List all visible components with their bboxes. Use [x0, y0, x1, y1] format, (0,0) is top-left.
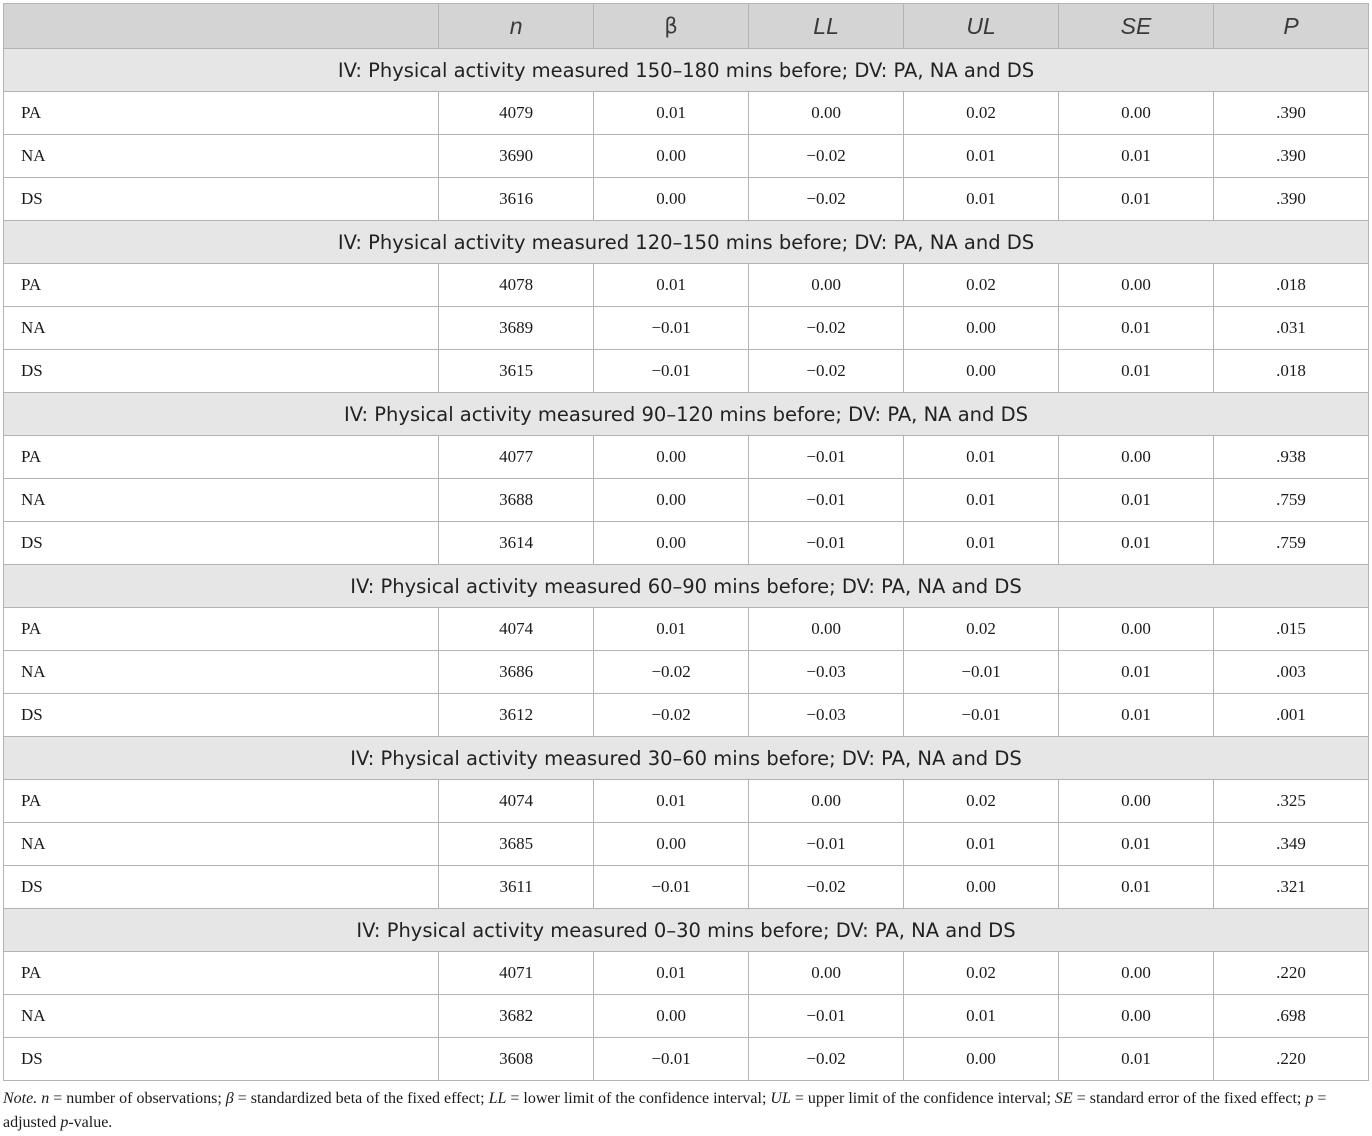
cell-n: 4079 [439, 92, 594, 135]
results-table [3, 3, 1369, 1081]
table-row [4, 651, 1369, 694]
cell-beta: 0.01 [594, 780, 749, 823]
cell-se: 0.01 [1059, 694, 1214, 737]
cell-ul: −0.01 [904, 651, 1059, 694]
cell-p: .015 [1214, 608, 1369, 651]
cell-beta: 0.01 [594, 264, 749, 307]
cell-p: .031 [1214, 307, 1369, 350]
cell-p: .325 [1214, 780, 1369, 823]
cell-p: .349 [1214, 823, 1369, 866]
cell-ll: −0.02 [749, 866, 904, 909]
cell-ul: 0.02 [904, 92, 1059, 135]
section-header-row [4, 737, 1369, 780]
cell-n: 3690 [439, 135, 594, 178]
note-text: -value. [68, 1114, 113, 1131]
cell-n: 3686 [439, 651, 594, 694]
note-symbol: UL [770, 1090, 791, 1107]
cell-se: 0.01 [1059, 307, 1214, 350]
cell-n: 3682 [439, 995, 594, 1038]
cell-se: 0.01 [1059, 522, 1214, 565]
table-header [4, 4, 1369, 49]
cell-ll: −0.01 [749, 823, 904, 866]
cell-beta: 0.01 [594, 608, 749, 651]
header-cell-beta: β [594, 4, 749, 49]
cell-beta: −0.01 [594, 350, 749, 393]
table-row [4, 350, 1369, 393]
cell-beta: −0.02 [594, 694, 749, 737]
cell-beta: 0.00 [594, 823, 749, 866]
cell-beta: 0.00 [594, 178, 749, 221]
table-row [4, 92, 1369, 135]
cell-n: 4074 [439, 608, 594, 651]
cell-se: 0.01 [1059, 350, 1214, 393]
cell-se: 0.00 [1059, 780, 1214, 823]
cell-ll: −0.01 [749, 995, 904, 1038]
cell-se: 0.00 [1059, 436, 1214, 479]
table-row [4, 694, 1369, 737]
cell-ul: 0.02 [904, 264, 1059, 307]
cell-ul: 0.02 [904, 608, 1059, 651]
header-cell-n: n [439, 4, 594, 49]
cell-label: DS [4, 350, 439, 393]
cell-label: DS [4, 522, 439, 565]
cell-n: 3612 [439, 694, 594, 737]
table-row [4, 995, 1369, 1038]
table-row [4, 178, 1369, 221]
cell-label: PA [4, 264, 439, 307]
cell-ul: 0.01 [904, 135, 1059, 178]
cell-se: 0.00 [1059, 92, 1214, 135]
table-row [4, 479, 1369, 522]
section-header-row [4, 221, 1369, 264]
cell-label: DS [4, 1038, 439, 1081]
cell-ll: −0.02 [749, 178, 904, 221]
cell-beta: −0.02 [594, 651, 749, 694]
results-table-container [3, 3, 1369, 1081]
cell-ll: −0.01 [749, 436, 904, 479]
cell-n: 4077 [439, 436, 594, 479]
cell-p: .759 [1214, 479, 1369, 522]
cell-label: PA [4, 780, 439, 823]
cell-ul: 0.00 [904, 1038, 1059, 1081]
cell-p: .698 [1214, 995, 1369, 1038]
cell-ll: −0.03 [749, 651, 904, 694]
section-header-row [4, 909, 1369, 952]
note-text: = adjusted [3, 1090, 1327, 1131]
cell-label: NA [4, 995, 439, 1038]
cell-p: .759 [1214, 522, 1369, 565]
note-text: = standardized beta of the fixed effect; [233, 1090, 489, 1107]
note-symbol: β [225, 1090, 234, 1107]
cell-p: .220 [1214, 1038, 1369, 1081]
table-row [4, 780, 1369, 823]
note-lead: Note. [3, 1090, 38, 1107]
cell-beta: −0.01 [594, 1038, 749, 1081]
note-symbol: LL [488, 1090, 507, 1107]
cell-se: 0.01 [1059, 866, 1214, 909]
table-row [4, 823, 1369, 866]
cell-p: .390 [1214, 92, 1369, 135]
cell-beta: 0.00 [594, 436, 749, 479]
cell-label: NA [4, 651, 439, 694]
cell-n: 3614 [439, 522, 594, 565]
table-note [3, 1087, 1369, 1135]
section-header-row [4, 49, 1369, 92]
note-symbol: p [60, 1114, 69, 1131]
cell-beta: 0.00 [594, 135, 749, 178]
section-title: IV: Physical activity measured 90–120 mins before; DV: PA, NA and DS [4, 393, 1369, 436]
cell-n: 3689 [439, 307, 594, 350]
cell-ul: 0.01 [904, 178, 1059, 221]
cell-se: 0.01 [1059, 135, 1214, 178]
header-row [4, 4, 1369, 49]
cell-n: 3608 [439, 1038, 594, 1081]
cell-label: PA [4, 92, 439, 135]
table-row [4, 1038, 1369, 1081]
table-row [4, 436, 1369, 479]
cell-se: 0.00 [1059, 264, 1214, 307]
cell-label: DS [4, 178, 439, 221]
cell-se: 0.01 [1059, 651, 1214, 694]
cell-ll: −0.02 [749, 1038, 904, 1081]
cell-label: NA [4, 135, 439, 178]
cell-n: 4071 [439, 952, 594, 995]
section-title: IV: Physical activity measured 0–30 mins before; DV: PA, NA and DS [4, 909, 1369, 952]
cell-ul: 0.01 [904, 479, 1059, 522]
cell-se: 0.01 [1059, 178, 1214, 221]
note-text: = lower limit of the confidence interval; [506, 1090, 771, 1107]
cell-beta: 0.01 [594, 952, 749, 995]
cell-label: NA [4, 479, 439, 522]
note-symbol: n [41, 1090, 50, 1107]
cell-label: PA [4, 436, 439, 479]
cell-p: .003 [1214, 651, 1369, 694]
cell-se: 0.01 [1059, 479, 1214, 522]
cell-p: .938 [1214, 436, 1369, 479]
cell-ul: 0.02 [904, 952, 1059, 995]
cell-n: 3685 [439, 823, 594, 866]
cell-se: 0.00 [1059, 995, 1214, 1038]
table-row [4, 135, 1369, 178]
cell-ll: 0.00 [749, 608, 904, 651]
table-row [4, 307, 1369, 350]
header-cell-p: P [1214, 4, 1369, 49]
cell-ll: 0.00 [749, 264, 904, 307]
cell-n: 3611 [439, 866, 594, 909]
header-cell-se: SE [1059, 4, 1214, 49]
cell-ul: 0.00 [904, 307, 1059, 350]
cell-ll: −0.01 [749, 522, 904, 565]
cell-ll: −0.03 [749, 694, 904, 737]
cell-se: 0.00 [1059, 952, 1214, 995]
table-row [4, 866, 1369, 909]
cell-beta: 0.00 [594, 479, 749, 522]
cell-ll: −0.02 [749, 350, 904, 393]
header-cell-label [4, 4, 439, 49]
cell-label: DS [4, 694, 439, 737]
cell-se: 0.01 [1059, 1038, 1214, 1081]
section-title: IV: Physical activity measured 60–90 mins before; DV: PA, NA and DS [4, 565, 1369, 608]
table-body [4, 49, 1369, 1081]
cell-n: 3615 [439, 350, 594, 393]
cell-ul: 0.01 [904, 823, 1059, 866]
cell-label: NA [4, 823, 439, 866]
cell-ll: 0.00 [749, 952, 904, 995]
section-title: IV: Physical activity measured 120–150 mins before; DV: PA, NA and DS [4, 221, 1369, 264]
cell-ul: 0.00 [904, 866, 1059, 909]
cell-p: .018 [1214, 264, 1369, 307]
table-row [4, 522, 1369, 565]
cell-se: 0.00 [1059, 608, 1214, 651]
cell-p: .321 [1214, 866, 1369, 909]
section-title: IV: Physical activity measured 30–60 mins before; DV: PA, NA and DS [4, 737, 1369, 780]
cell-label: PA [4, 952, 439, 995]
cell-label: NA [4, 307, 439, 350]
cell-ul: 0.01 [904, 436, 1059, 479]
note-text: = number of observations; [49, 1090, 226, 1107]
section-title: IV: Physical activity measured 150–180 mins before; DV: PA, NA and DS [4, 49, 1369, 92]
cell-beta: 0.01 [594, 92, 749, 135]
cell-ll: 0.00 [749, 780, 904, 823]
cell-se: 0.01 [1059, 823, 1214, 866]
cell-ul: 0.00 [904, 350, 1059, 393]
cell-ll: −0.01 [749, 479, 904, 522]
cell-n: 3616 [439, 178, 594, 221]
table-row [4, 608, 1369, 651]
table-row [4, 952, 1369, 995]
cell-beta: −0.01 [594, 307, 749, 350]
cell-p: .390 [1214, 135, 1369, 178]
cell-ll: 0.00 [749, 92, 904, 135]
header-cell-ll: LL [749, 4, 904, 49]
cell-n: 3688 [439, 479, 594, 522]
cell-n: 4078 [439, 264, 594, 307]
note-symbol: SE [1054, 1090, 1073, 1107]
cell-beta: 0.00 [594, 522, 749, 565]
cell-ul: −0.01 [904, 694, 1059, 737]
header-cell-ul: UL [904, 4, 1059, 49]
cell-ll: −0.02 [749, 135, 904, 178]
note-text: = upper limit of the confidence interval; [790, 1090, 1055, 1107]
cell-beta: −0.01 [594, 866, 749, 909]
cell-p: .390 [1214, 178, 1369, 221]
section-header-row [4, 393, 1369, 436]
cell-ul: 0.02 [904, 780, 1059, 823]
note-symbol: p [1305, 1090, 1314, 1107]
cell-ul: 0.01 [904, 522, 1059, 565]
cell-ul: 0.01 [904, 995, 1059, 1038]
cell-beta: 0.00 [594, 995, 749, 1038]
cell-label: PA [4, 608, 439, 651]
cell-p: .001 [1214, 694, 1369, 737]
cell-p: .220 [1214, 952, 1369, 995]
cell-p: .018 [1214, 350, 1369, 393]
cell-ll: −0.02 [749, 307, 904, 350]
section-header-row [4, 565, 1369, 608]
table-row [4, 264, 1369, 307]
cell-label: DS [4, 866, 439, 909]
note-text: = standard error of the fixed effect; [1072, 1090, 1306, 1107]
cell-n: 4074 [439, 780, 594, 823]
